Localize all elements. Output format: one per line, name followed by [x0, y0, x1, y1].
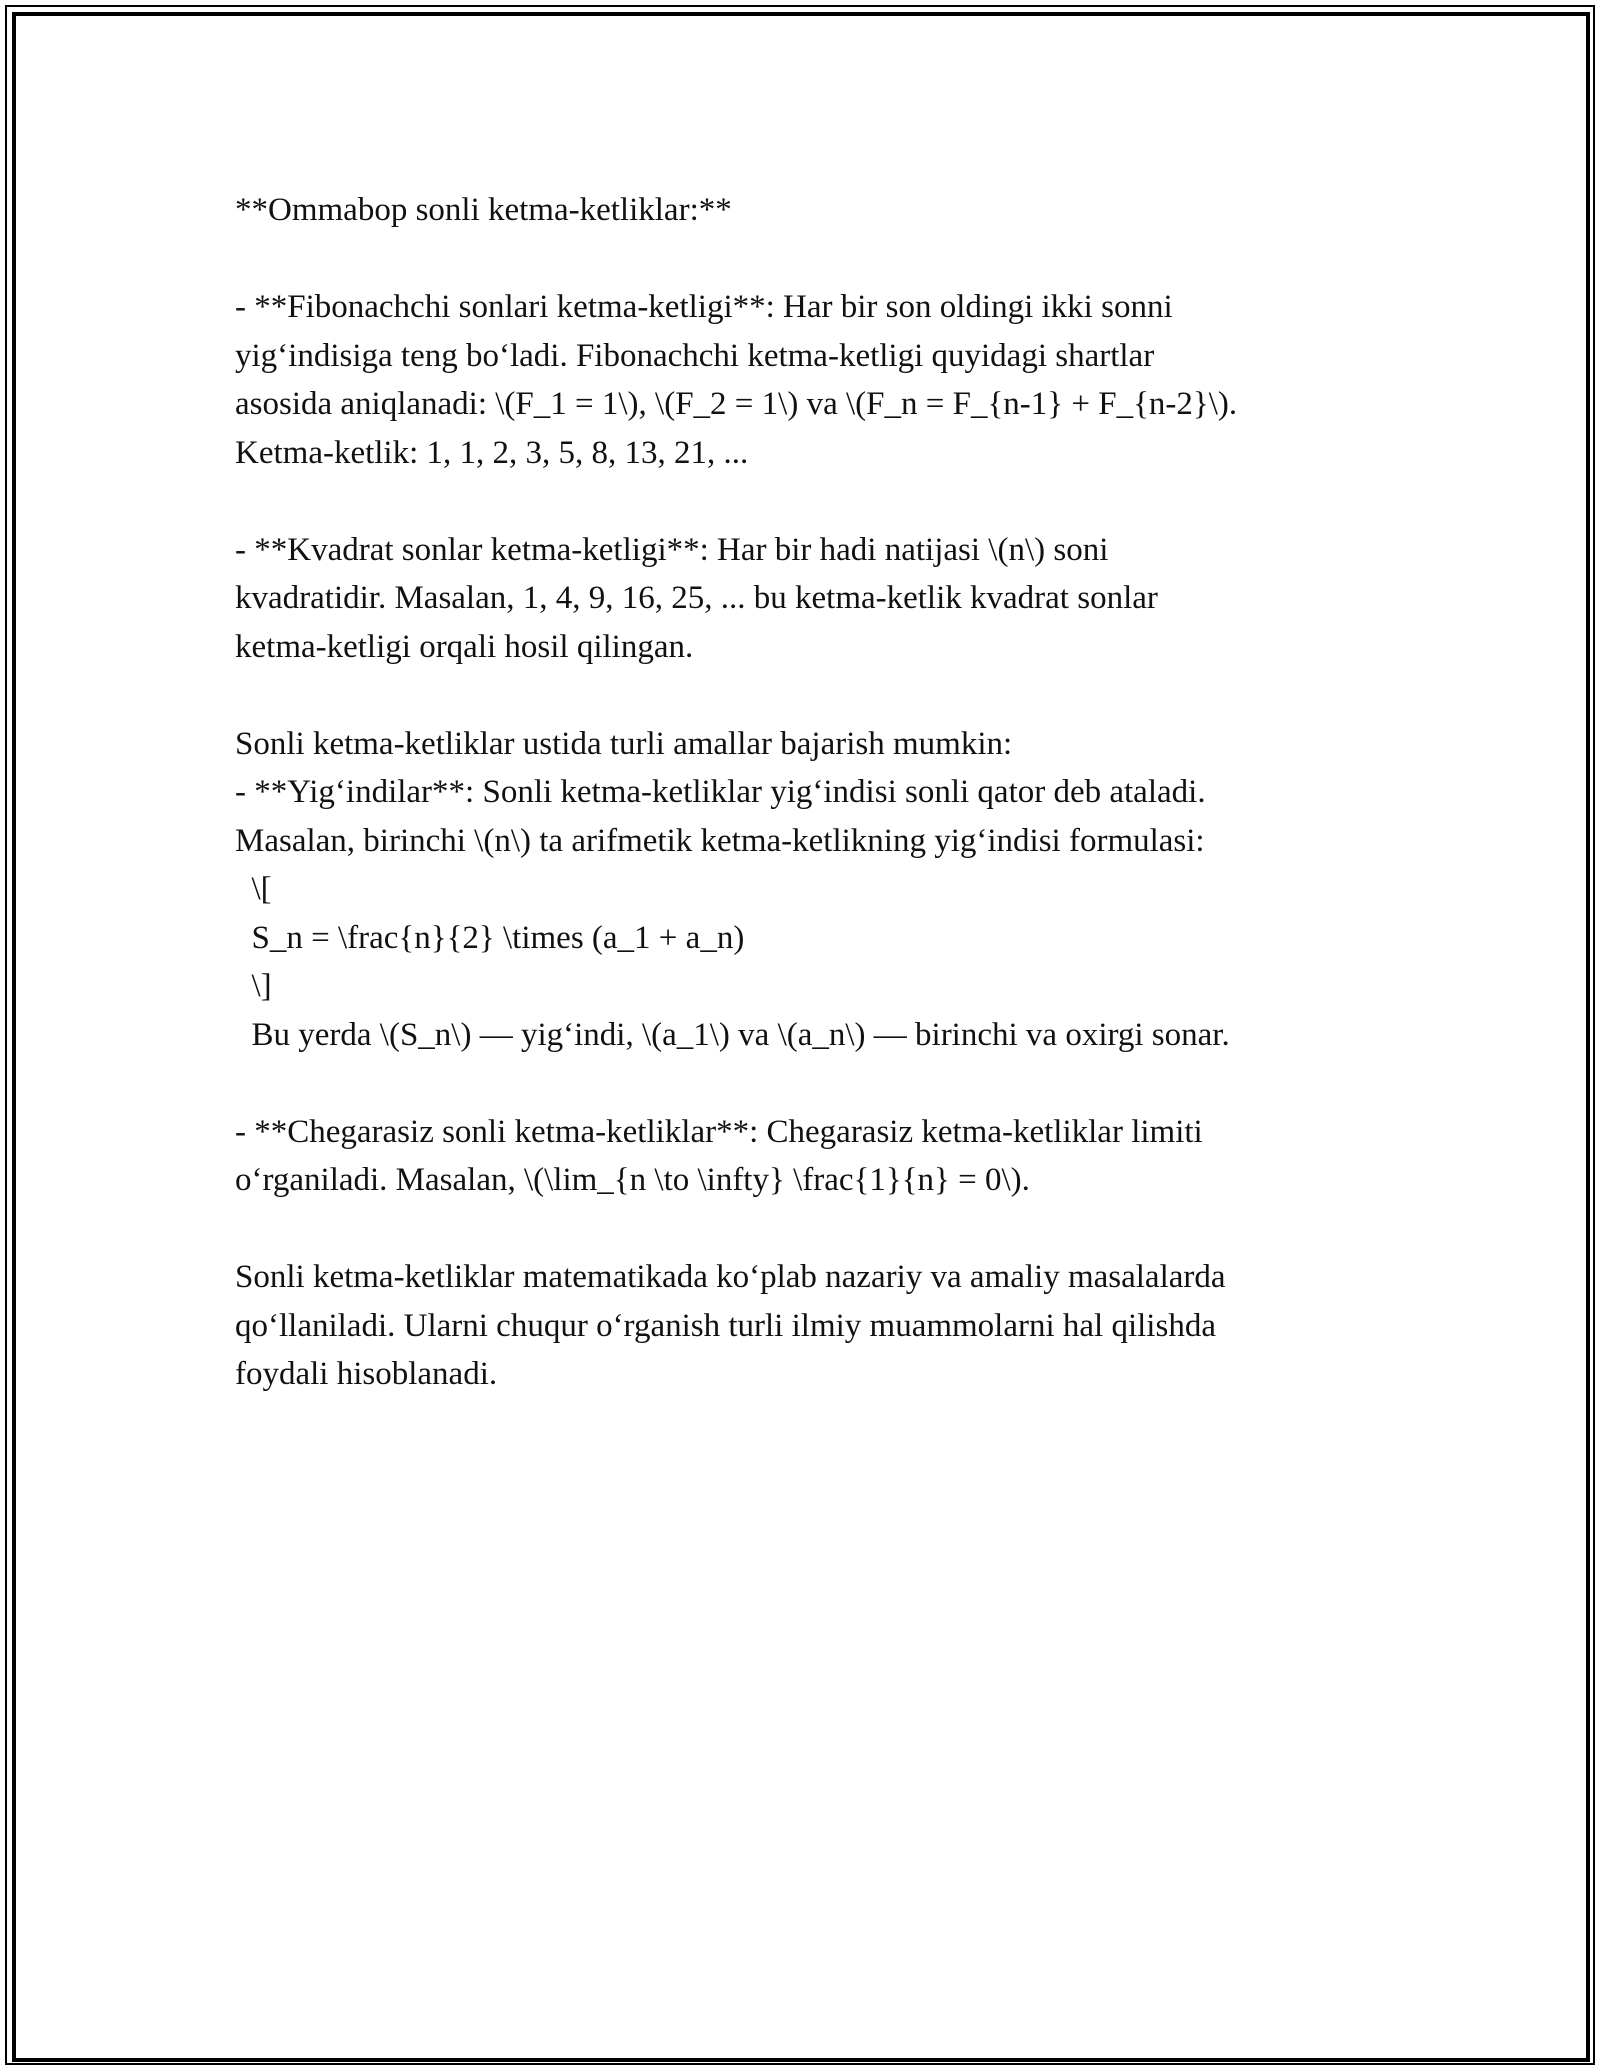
fibonacci-paragraph — [235, 283, 1370, 477]
paragraph-line: ketma-ketligi orqali hosil qilingan. — [235, 628, 694, 665]
document-body — [235, 186, 1370, 1399]
formula-open: \[ — [235, 871, 272, 907]
paragraph-line: - **Yig‘indilar**: Sonli ketma-ketliklar yig‘indisi sonli qator deb ataladi. — [235, 774, 1206, 810]
squares-paragraph — [235, 526, 1370, 672]
paragraph-line: - **Fibonachchi sonlari ketma-ketligi**: Har bir son oldingi ikki sonni — [235, 289, 1173, 325]
paragraph-line: - **Chegarasiz sonli ketma-ketliklar**: Chegarasiz ketma-ketliklar limiti — [235, 1113, 1203, 1150]
paragraph-spacer — [235, 1059, 1370, 1108]
sums-paragraph — [235, 768, 1370, 1059]
paragraph-spacer — [235, 235, 1370, 284]
paragraph-line: asosida aniqlanadi: \(F_1 = 1\), \(F_2 = 1\) va \(F_n = F_{n-1} + F_{n-2}\). — [235, 386, 1238, 422]
section-heading: **Ommabop sonli ketma-ketliklar:** — [235, 192, 732, 228]
paragraph-line: Ketma-ketlik: 1, 1, 2, 3, 5, 8, 13, 21, ... — [235, 434, 749, 471]
paragraph-spacer — [235, 477, 1370, 526]
paragraph-spacer — [235, 671, 1370, 720]
unbounded-paragraph — [235, 1108, 1370, 1205]
paragraph-line: yig‘indisiga teng bo‘ladi. Fibonachchi ketma-ketligi quyidagi shartlar — [235, 337, 1155, 374]
paragraph-line: Bu yerda \(S_n\) — yig‘indi, \(a_1\) va \(a_n\) — birinchi va oxirgi sonar. — [235, 1016, 1230, 1053]
paragraph-line: Sonli ketma-ketliklar matematikada ko‘plab nazariy va amaliy masalalarda — [235, 1259, 1226, 1295]
paragraph-line: - **Kvadrat sonlar ketma-ketligi**: Har bir hadi natijasi \(n\) soni — [235, 531, 1109, 568]
formula-close: \] — [235, 968, 272, 1004]
paragraph-line: o‘rganiladi. Masalan, \(\lim_{n \to \infty} \frac{1}{n} = 0\). — [235, 1162, 1030, 1198]
paragraph-line: Masalan, birinchi \(n\) ta arifmetik ketma-ketlikning yig‘indisi formulasi: — [235, 822, 1205, 859]
operations-intro: Sonli ketma-ketliklar ustida turli amallar bajarish mumkin: — [235, 725, 1013, 762]
formula-body: S_n = \frac{n}{2} \times (a_1 + a_n) — [235, 919, 745, 956]
paragraph-spacer — [235, 1205, 1370, 1254]
paragraph-line: kvadratidir. Masalan, 1, 4, 9, 16, 25, ... bu ketma-ketlik kvadrat sonlar — [235, 580, 1158, 616]
paragraph-line: qo‘llaniladi. Ularni chuqur o‘rganish turli ilmiy muammolarni hal qilishda — [235, 1307, 1216, 1344]
conclusion-paragraph — [235, 1253, 1370, 1399]
paragraph-line: foydali hisoblanadi. — [235, 1356, 498, 1392]
